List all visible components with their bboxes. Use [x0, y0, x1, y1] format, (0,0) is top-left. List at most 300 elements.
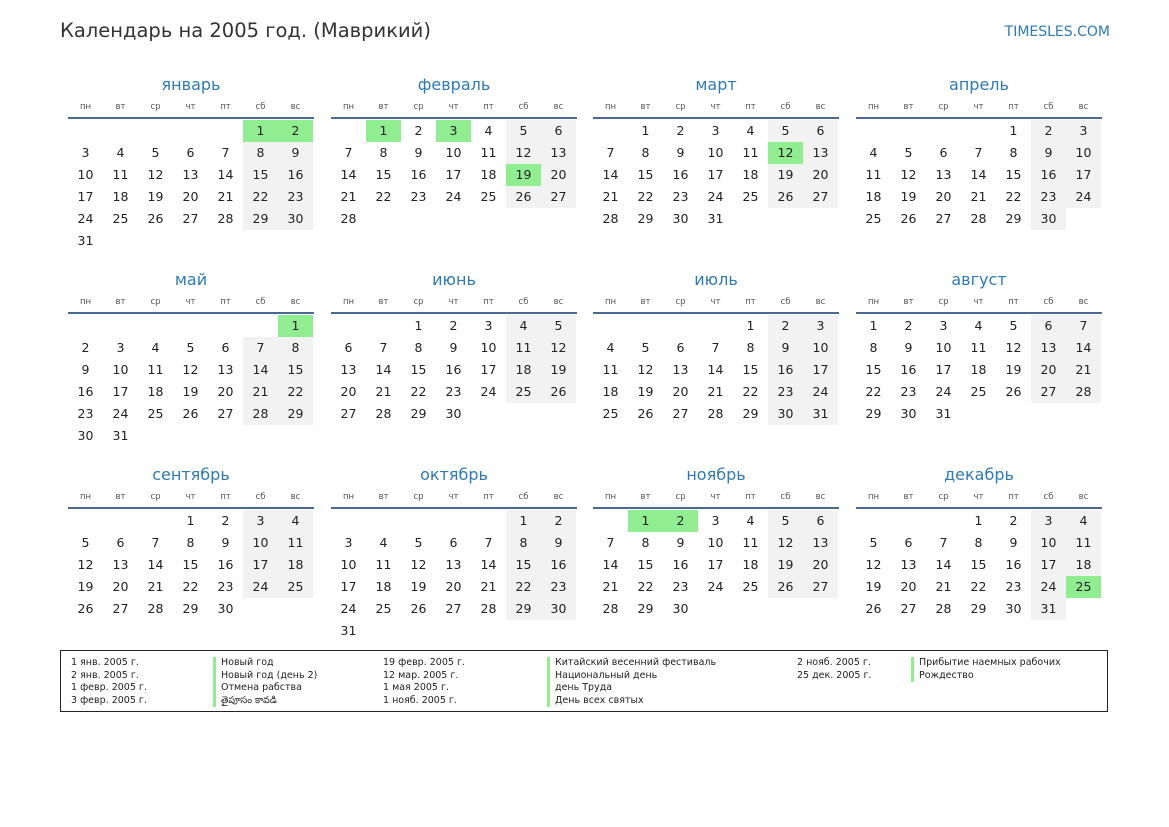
- day-cell: 15: [375, 167, 392, 182]
- empty-cell: [663, 315, 698, 337]
- month-name: июнь: [432, 270, 476, 289]
- day-cell: 1: [186, 513, 195, 528]
- day-cell: 6: [676, 340, 685, 355]
- weekday-label: вт: [640, 297, 651, 307]
- day-cell: 12: [1005, 340, 1022, 355]
- day-cell: 6: [803, 510, 838, 532]
- day-cell: 9: [449, 340, 458, 355]
- day-cell: 10: [243, 532, 278, 554]
- legend-date: 25 дек. 2005 г.: [797, 669, 872, 681]
- day-cell: 23: [445, 384, 462, 399]
- day-cell: 14: [375, 362, 392, 377]
- day-cell: 31: [77, 233, 94, 248]
- day-cell: 30: [278, 208, 313, 230]
- day-cell: 17: [243, 554, 278, 576]
- day-cell: 8: [869, 340, 878, 355]
- day-cell: 27: [217, 406, 234, 421]
- day-grid: [593, 510, 839, 620]
- day-cell: 6: [221, 340, 230, 355]
- month-10: [331, 463, 577, 642]
- day-cell: 17: [935, 362, 952, 377]
- day-cell: 14: [970, 167, 987, 182]
- legend-date: 3 февр. 2005 г.: [71, 694, 147, 706]
- weekday-label: сб: [1043, 297, 1054, 307]
- day-cell: 26: [182, 406, 199, 421]
- empty-cell: [401, 510, 436, 532]
- day-cell: 15: [278, 359, 313, 381]
- day-cell: 2: [1009, 513, 1018, 528]
- day-cell: 11: [147, 362, 164, 377]
- day-cell: 31: [935, 406, 952, 421]
- empty-cell: [628, 315, 663, 337]
- day-cell: 19: [865, 579, 882, 594]
- day-cell: 21: [375, 384, 392, 399]
- day-grid: [856, 120, 1102, 230]
- day-cell: 24: [480, 384, 497, 399]
- day-cell: 8: [641, 145, 650, 160]
- weekday-label: вт: [378, 492, 389, 502]
- weekday-label: вт: [115, 297, 126, 307]
- empty-cell: [891, 510, 926, 532]
- weekday-label: чт: [973, 102, 984, 112]
- day-cell: 3: [803, 315, 838, 337]
- day-cell: 23: [217, 579, 234, 594]
- day-cell: 16: [1005, 557, 1022, 572]
- day-cell: 30: [672, 601, 689, 616]
- day-cell: 8: [506, 532, 541, 554]
- day-cell: 22: [970, 579, 987, 594]
- empty-cell: [331, 315, 366, 337]
- day-cell: 22: [410, 384, 427, 399]
- day-cell: 27: [935, 211, 952, 226]
- day-cell: 14: [1066, 337, 1101, 359]
- day-cell: 29: [410, 406, 427, 421]
- empty-cell: [68, 510, 103, 532]
- weekday-label: чт: [185, 102, 196, 112]
- day-cell: 10: [707, 145, 724, 160]
- empty-cell: [891, 120, 926, 142]
- weekday-label: пн: [79, 492, 92, 502]
- day-cell: 12: [506, 142, 541, 164]
- weekday-label: сб: [255, 297, 266, 307]
- day-cell: 23: [77, 406, 94, 421]
- legend-holiday-name: День всех святых: [547, 695, 716, 708]
- weekday-label: вс: [290, 102, 301, 112]
- weekday-label: пт: [745, 492, 756, 502]
- day-cell: 22: [375, 189, 392, 204]
- month-1: [68, 73, 314, 252]
- day-cell: 27: [900, 601, 917, 616]
- day-cell: 7: [974, 145, 983, 160]
- weekday-label: пн: [604, 492, 617, 502]
- day-cell: 14: [480, 557, 497, 572]
- day-cell: 22: [278, 381, 313, 403]
- day-cell: 7: [711, 340, 720, 355]
- day-cell: 9: [414, 145, 423, 160]
- day-cell: 25: [742, 189, 759, 204]
- day-cell: 26: [768, 186, 803, 208]
- day-cell: 13: [803, 532, 838, 554]
- weekday-label: чт: [710, 297, 721, 307]
- header-rule: [331, 312, 577, 314]
- month-name: март: [695, 75, 737, 94]
- day-cell: 2: [1031, 120, 1066, 142]
- weekday-label: вт: [378, 102, 389, 112]
- day-cell: 21: [217, 189, 234, 204]
- day-cell: 26: [541, 381, 576, 403]
- day-cell: 9: [1031, 142, 1066, 164]
- day-cell: 16: [410, 167, 427, 182]
- day-cell: 22: [243, 186, 278, 208]
- day-cell: 3: [116, 340, 125, 355]
- day-cell: 23: [672, 579, 689, 594]
- day-cell: 25: [375, 601, 392, 616]
- day-cell: 9: [676, 535, 685, 550]
- day-cell: 16: [445, 362, 462, 377]
- day-cell: 30: [217, 601, 234, 616]
- day-cell: 23: [1031, 186, 1066, 208]
- weekday-label: вт: [640, 102, 651, 112]
- day-cell: 18: [278, 554, 313, 576]
- day-cell: 29: [970, 601, 987, 616]
- day-cell: 31: [340, 623, 357, 638]
- legend-date: 2 янв. 2005 г.: [71, 669, 139, 681]
- day-grid: [68, 510, 314, 620]
- day-cell: 9: [768, 337, 803, 359]
- day-cell: 25: [112, 211, 129, 226]
- weekday-label: ср: [938, 297, 949, 307]
- day-cell: 1: [746, 318, 755, 333]
- day-cell: 31: [1031, 598, 1066, 620]
- day-cell: 12: [77, 557, 94, 572]
- day-cell: 5: [641, 340, 650, 355]
- day-cell: 29: [865, 406, 882, 421]
- empty-cell: [926, 120, 961, 142]
- day-cell: 12: [637, 362, 654, 377]
- day-cell: 8: [243, 142, 278, 164]
- weekday-label: вс: [1078, 102, 1089, 112]
- empty-cell: [173, 120, 208, 142]
- weekday-label: вс: [290, 492, 301, 502]
- weekday-label: чт: [448, 102, 459, 112]
- month-name: январь: [161, 75, 221, 94]
- day-cell: 15: [742, 362, 759, 377]
- day-cell: 24: [445, 189, 462, 204]
- month-12: [856, 463, 1102, 620]
- month-4: [856, 73, 1102, 230]
- month-name: май: [174, 270, 208, 289]
- day-cell: 1: [869, 318, 878, 333]
- day-cell: 13: [672, 362, 689, 377]
- day-cell: 10: [77, 167, 94, 182]
- day-cell: 4: [484, 123, 493, 138]
- weekday-label: вт: [903, 297, 914, 307]
- holiday-day: 12: [768, 142, 803, 164]
- day-cell: 11: [112, 167, 129, 182]
- weekday-header: [856, 97, 1102, 117]
- day-cell: 5: [869, 535, 878, 550]
- weekday-label: вт: [640, 492, 651, 502]
- day-cell: 22: [865, 384, 882, 399]
- weekday-label: пт: [483, 492, 494, 502]
- day-cell: 28: [375, 406, 392, 421]
- day-cell: 6: [186, 145, 195, 160]
- day-cell: 13: [445, 557, 462, 572]
- weekday-label: ср: [150, 492, 161, 502]
- weekday-label: чт: [448, 297, 459, 307]
- legend-date: 1 янв. 2005 г.: [71, 657, 139, 668]
- day-cell: 4: [746, 513, 755, 528]
- day-cell: 7: [221, 145, 230, 160]
- weekday-header: [68, 97, 314, 117]
- day-cell: 10: [707, 535, 724, 550]
- day-cell: 31: [803, 403, 838, 425]
- day-cell: 14: [147, 557, 164, 572]
- header-rule: [856, 312, 1102, 314]
- day-cell: 30: [1031, 208, 1066, 230]
- day-cell: 24: [707, 189, 724, 204]
- day-cell: 2: [221, 513, 230, 528]
- header-rule: [856, 507, 1102, 509]
- legend-holiday-name: Китайский весенний фестиваль: [547, 657, 716, 670]
- day-cell: 11: [506, 337, 541, 359]
- legend-names-1: [213, 657, 317, 707]
- day-cell: 15: [506, 554, 541, 576]
- day-cell: 17: [340, 579, 357, 594]
- empty-cell: [103, 120, 138, 142]
- day-cell: 17: [707, 557, 724, 572]
- day-cell: 2: [449, 318, 458, 333]
- legend-holiday-name: Отмена рабства: [213, 682, 317, 695]
- legend-dates-2: [383, 657, 465, 707]
- day-cell: 29: [182, 601, 199, 616]
- day-cell: 25: [602, 406, 619, 421]
- weekday-header: [68, 292, 314, 312]
- day-cell: 15: [182, 557, 199, 572]
- day-cell: 19: [768, 164, 803, 186]
- header-rule: [68, 312, 314, 314]
- weekday-label: вс: [815, 297, 826, 307]
- day-cell: 5: [414, 535, 423, 550]
- day-cell: 19: [768, 554, 803, 576]
- day-cell: 7: [939, 535, 948, 550]
- day-cell: 19: [410, 579, 427, 594]
- day-cell: 15: [243, 164, 278, 186]
- day-cell: 21: [1066, 359, 1101, 381]
- day-cell: 27: [340, 406, 357, 421]
- day-cell: 5: [506, 120, 541, 142]
- day-cell: 22: [182, 579, 199, 594]
- weekday-label: ср: [938, 102, 949, 112]
- day-cell: 24: [803, 381, 838, 403]
- day-cell: 24: [77, 211, 94, 226]
- day-cell: 12: [410, 557, 427, 572]
- day-cell: 5: [151, 145, 160, 160]
- weekday-header: [331, 487, 577, 507]
- day-cell: 22: [506, 576, 541, 598]
- holiday-day: 3: [436, 120, 471, 142]
- day-cell: 24: [707, 579, 724, 594]
- weekday-label: чт: [448, 492, 459, 502]
- day-cell: 18: [1066, 554, 1101, 576]
- day-cell: 11: [865, 167, 882, 182]
- day-cell: 21: [480, 579, 497, 594]
- day-cell: 26: [410, 601, 427, 616]
- empty-cell: [436, 510, 471, 532]
- weekday-label: пн: [867, 492, 880, 502]
- day-cell: 19: [900, 189, 917, 204]
- day-cell: 16: [672, 167, 689, 182]
- weekday-label: вс: [290, 297, 301, 307]
- empty-cell: [961, 120, 996, 142]
- day-cell: 18: [602, 384, 619, 399]
- weekday-label: вт: [378, 297, 389, 307]
- day-cell: 14: [340, 167, 357, 182]
- month-name: декабрь: [944, 465, 1014, 484]
- day-cell: 16: [77, 384, 94, 399]
- site-link[interactable]: TIMESLES.COM: [1004, 24, 1110, 40]
- day-cell: 8: [186, 535, 195, 550]
- day-cell: 23: [768, 381, 803, 403]
- day-cell: 21: [602, 189, 619, 204]
- day-cell: 13: [182, 167, 199, 182]
- day-grid: [593, 120, 839, 230]
- day-cell: 7: [484, 535, 493, 550]
- day-grid: [68, 315, 314, 447]
- day-cell: 7: [1066, 315, 1101, 337]
- day-cell: 3: [81, 145, 90, 160]
- day-cell: 9: [904, 340, 913, 355]
- day-cell: 20: [112, 579, 129, 594]
- day-cell: 5: [186, 340, 195, 355]
- day-cell: 19: [1005, 362, 1022, 377]
- day-cell: 11: [375, 557, 392, 572]
- day-cell: 30: [77, 428, 94, 443]
- day-cell: 27: [112, 601, 129, 616]
- day-cell: 27: [541, 186, 576, 208]
- weekday-label: пн: [867, 102, 880, 112]
- day-cell: 3: [1031, 510, 1066, 532]
- month-8: [856, 268, 1102, 425]
- legend-date: 1 нояб. 2005 г.: [383, 694, 457, 706]
- day-cell: 28: [970, 211, 987, 226]
- weekday-header: [856, 292, 1102, 312]
- weekday-label: сб: [518, 492, 529, 502]
- day-cell: 16: [217, 557, 234, 572]
- weekday-label: пт: [745, 102, 756, 112]
- day-cell: 4: [869, 145, 878, 160]
- day-cell: 19: [541, 359, 576, 381]
- legend-names-2: [547, 657, 716, 707]
- weekday-label: ср: [150, 297, 161, 307]
- day-cell: 4: [506, 315, 541, 337]
- legend-holiday-name: Прибытие наемных рабочих: [911, 657, 1061, 670]
- empty-cell: [208, 120, 243, 142]
- day-cell: 3: [1066, 120, 1101, 142]
- header-rule: [68, 117, 314, 119]
- day-cell: 17: [112, 384, 129, 399]
- weekday-label: сб: [1043, 102, 1054, 112]
- day-cell: 18: [112, 189, 129, 204]
- day-cell: 11: [970, 340, 987, 355]
- day-cell: 15: [410, 362, 427, 377]
- day-cell: 14: [707, 362, 724, 377]
- weekday-label: ср: [150, 102, 161, 112]
- weekday-label: пн: [342, 102, 355, 112]
- day-cell: 9: [81, 362, 90, 377]
- day-cell: 1: [414, 318, 423, 333]
- day-cell: 31: [112, 428, 129, 443]
- day-cell: 12: [147, 167, 164, 182]
- day-cell: 16: [672, 557, 689, 572]
- empty-cell: [331, 510, 366, 532]
- legend-holiday-name: తైపూసం కావడి: [213, 695, 317, 708]
- day-grid: [331, 510, 577, 642]
- day-cell: 18: [147, 384, 164, 399]
- day-cell: 21: [602, 579, 619, 594]
- day-cell: 3: [344, 535, 353, 550]
- empty-cell: [593, 315, 628, 337]
- day-cell: 7: [151, 535, 160, 550]
- day-cell: 8: [414, 340, 423, 355]
- day-cell: 26: [506, 186, 541, 208]
- day-cell: 21: [935, 579, 952, 594]
- weekday-label: ср: [938, 492, 949, 502]
- day-cell: 2: [414, 123, 423, 138]
- month-name: сентябрь: [152, 465, 230, 484]
- month-6: [331, 268, 577, 425]
- day-cell: 16: [900, 362, 917, 377]
- header-rule: [593, 117, 839, 119]
- empty-cell: [593, 120, 628, 142]
- month-name: ноябрь: [686, 465, 746, 484]
- day-cell: 7: [243, 337, 278, 359]
- holiday-day: 1: [243, 120, 278, 142]
- day-cell: 8: [746, 340, 755, 355]
- day-cell: 13: [340, 362, 357, 377]
- day-cell: 15: [637, 167, 654, 182]
- day-cell: 14: [602, 557, 619, 572]
- day-cell: 11: [1066, 532, 1101, 554]
- weekday-label: сб: [780, 492, 791, 502]
- weekday-label: пн: [342, 492, 355, 502]
- empty-cell: [68, 315, 103, 337]
- weekday-label: сб: [1043, 492, 1054, 502]
- day-cell: 2: [904, 318, 913, 333]
- weekday-label: пт: [1008, 102, 1019, 112]
- day-cell: 4: [1066, 510, 1101, 532]
- header-rule: [331, 117, 577, 119]
- day-cell: 24: [1031, 576, 1066, 598]
- month-3: [593, 73, 839, 230]
- day-cell: 16: [541, 554, 576, 576]
- day-cell: 25: [865, 211, 882, 226]
- day-cell: 4: [278, 510, 313, 532]
- day-cell: 30: [900, 406, 917, 421]
- legend-holiday-name: Рождество: [911, 670, 1061, 683]
- empty-cell: [103, 510, 138, 532]
- day-cell: 7: [379, 340, 388, 355]
- weekday-label: вт: [903, 492, 914, 502]
- day-cell: 28: [243, 403, 278, 425]
- day-cell: 8: [278, 337, 313, 359]
- weekday-label: чт: [185, 297, 196, 307]
- empty-cell: [856, 510, 891, 532]
- legend-date: 12 мар. 2005 г.: [383, 669, 459, 681]
- day-cell: 18: [742, 167, 759, 182]
- empty-cell: [68, 120, 103, 142]
- legend-date: 1 мая 2005 г.: [383, 682, 449, 694]
